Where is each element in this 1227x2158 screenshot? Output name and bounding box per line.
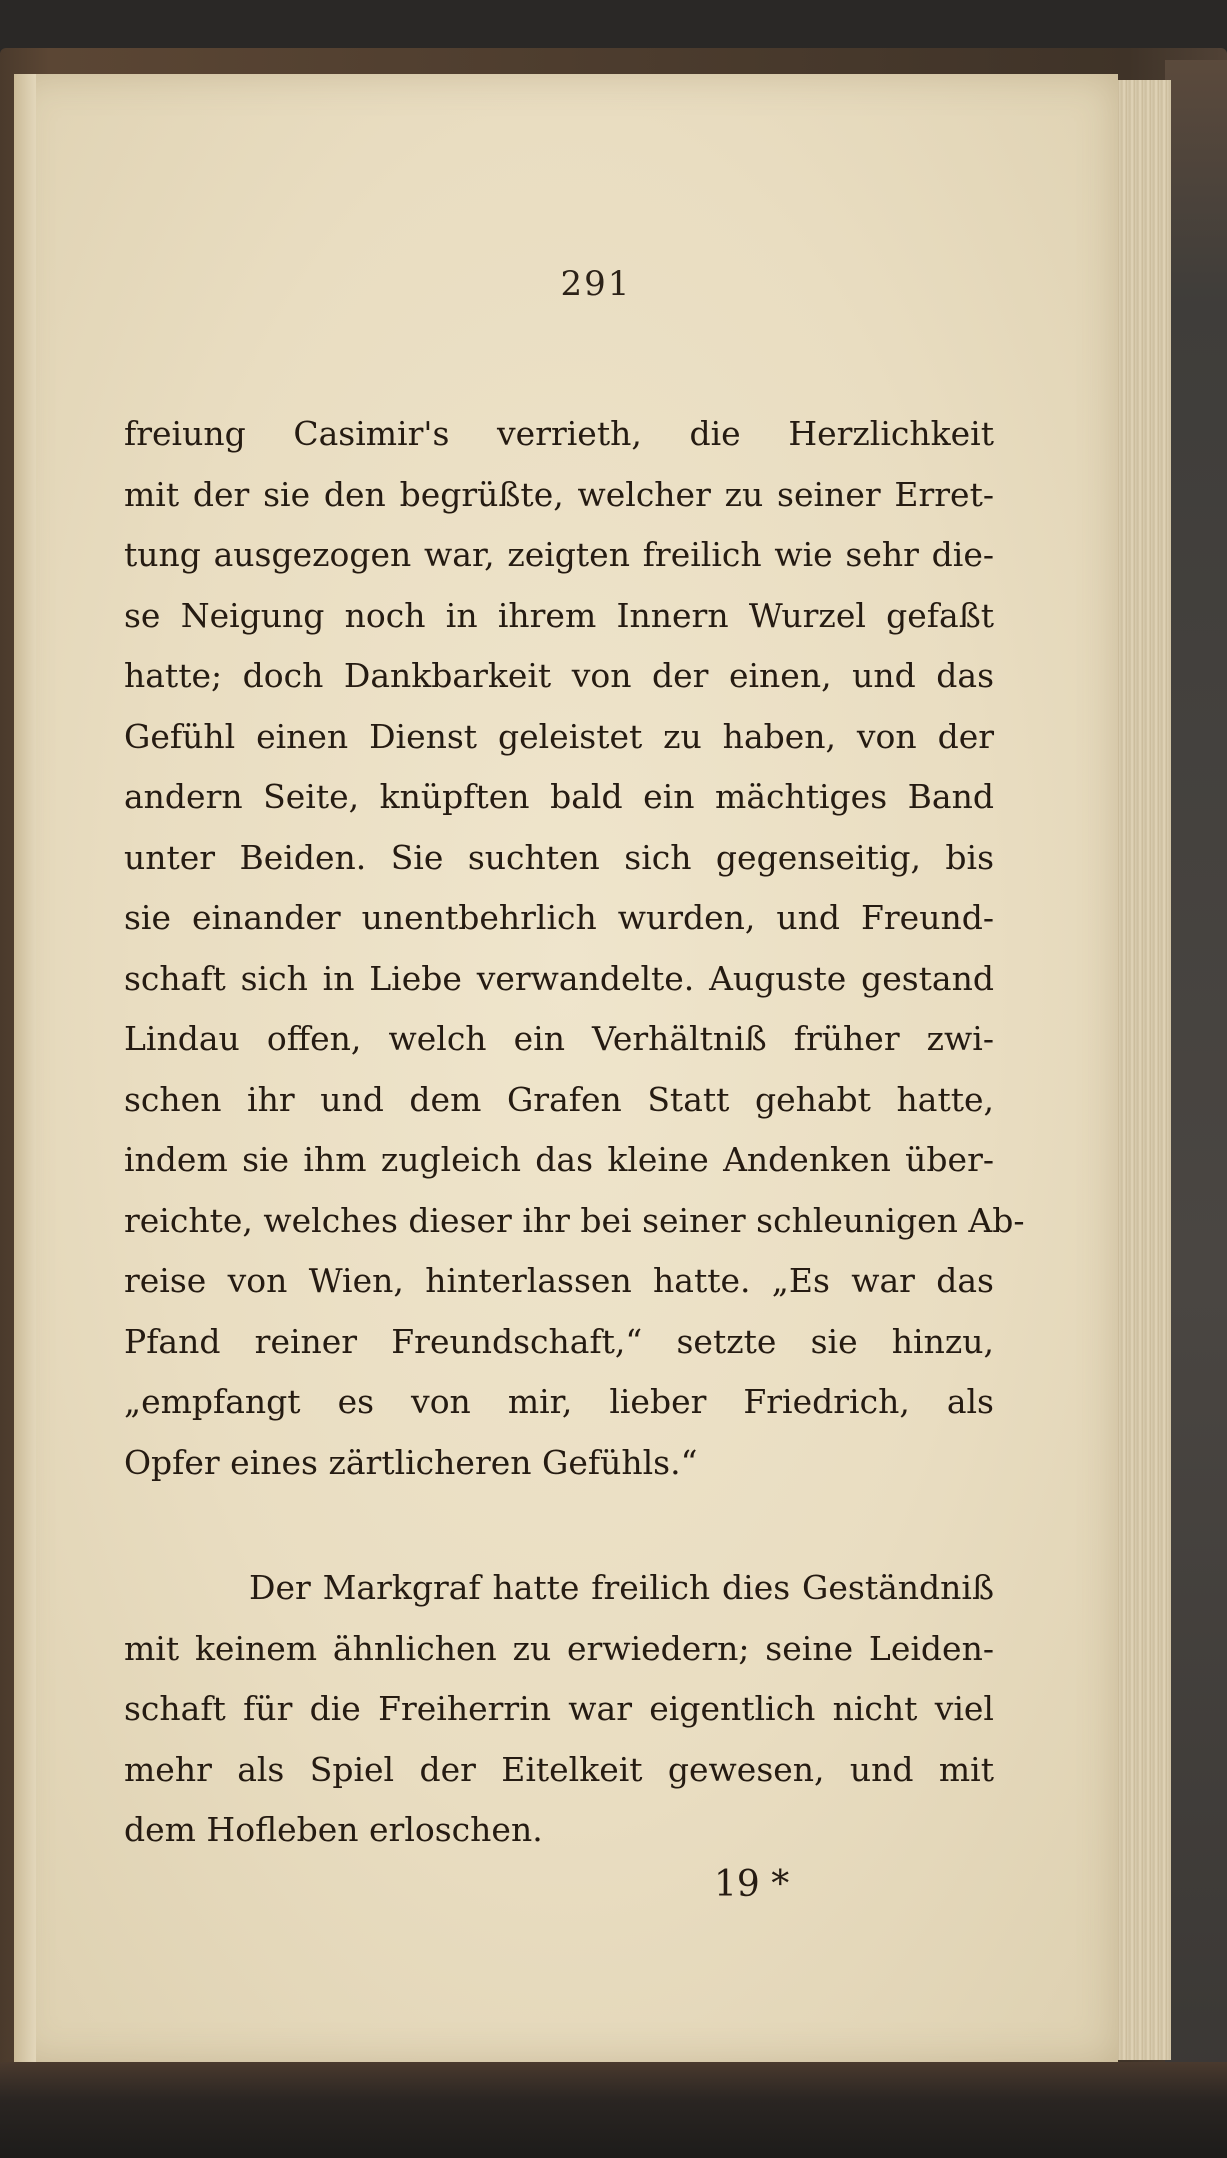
text-line: schaft sich in Liebe verwandelte. Auguste gestand (124, 958, 994, 998)
text-line: freiung Casimir's verrieth, die Herzlichkeit (124, 414, 994, 453)
paragraph-1 (124, 404, 1025, 1493)
text-line: tung ausgezogen war, zeigten freilich wie sehr die- (124, 535, 994, 574)
text-line: sie einander unentbehrlich wurden, und Freund- (124, 898, 994, 937)
scan-background (0, 2062, 1227, 2158)
text-line: mehr als Spiel der Eitelkeit gewesen, und mit (124, 1749, 994, 1789)
text-line: reichte, welches dieser ihr bei seiner schleunigen Ab- (124, 1200, 1025, 1240)
text-line: Der Markgraf hatte freilich dies Geständniß (249, 1568, 994, 1607)
text-line: andern Seite, knüpften bald ein mächtiges Band (124, 777, 994, 816)
page-gutter (14, 74, 36, 2064)
text-line: Gefühl einen Dienst geleistet zu haben, von der (124, 716, 994, 756)
text-line: schaft für die Freiherrin war eigentlich nicht viel (124, 1689, 994, 1728)
cover-edge (1165, 60, 1227, 2090)
page-edges (1110, 80, 1171, 2060)
text-line: se Neigung noch in ihrem Innern Wurzel gefaßt (124, 595, 994, 635)
text-line: Pfand reiner Freundschaft,“ setzte sie hinzu, (124, 1321, 994, 1361)
text-line: mit der sie den begrüßte, welcher zu seiner Erret- (124, 474, 994, 514)
body-text (124, 404, 1025, 1861)
text-line: hatte; doch Dankbarkeit von der einen, und das (124, 656, 994, 695)
text-line: Opfer eines zärtlicheren Gefühls.“ (124, 1442, 698, 1482)
book-page (14, 74, 1118, 2064)
page-number: 291 (560, 264, 632, 304)
text-line: Lindau offen, welch ein Verhältniß früher zwi- (124, 1019, 994, 1058)
text-line: indem sie ihm zugleich das kleine Andenken über- (124, 1140, 994, 1179)
text-line: unter Beiden. Sie suchten sich gegenseitig, bis (124, 837, 994, 877)
signature-mark: 19 * (714, 1864, 790, 1905)
text-line: „empfangt es von mir, lieber Friedrich, als (124, 1382, 994, 1421)
text-line: mit keinem ähnlichen zu erwiedern; seine Leiden- (124, 1628, 994, 1668)
text-line: dem Hofleben erloschen. (124, 1810, 543, 1849)
text-line: reise von Wien, hinterlassen hatte. „Es war das (124, 1261, 994, 1300)
text-line: schen ihr und dem Grafen Statt gehabt hatte, (124, 1079, 994, 1119)
paragraph-2 (124, 1558, 994, 1861)
